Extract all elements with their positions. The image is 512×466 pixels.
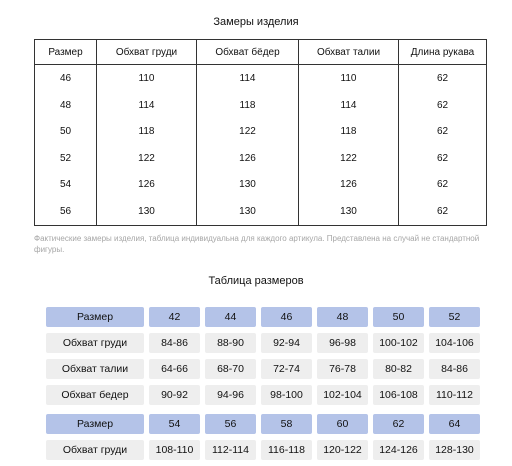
table-cell: 62: [399, 65, 487, 92]
size-row-label: Обхват бедер: [46, 385, 144, 405]
size-row: [46, 385, 488, 405]
size-cell: 64-66: [149, 359, 200, 379]
table-cell: 126: [97, 172, 197, 199]
header-size: Размер: [35, 40, 97, 65]
size-cell: 112-114: [205, 440, 256, 460]
size-cell: 84-86: [429, 359, 480, 379]
size-cell: 98-100: [261, 385, 312, 405]
table-cell: 130: [299, 198, 399, 225]
table-cell: 114: [197, 65, 299, 92]
size-cell: 58: [261, 414, 312, 434]
size-cell: 96-98: [317, 333, 368, 353]
size-cell: 46: [261, 307, 312, 327]
table-cell: 110: [97, 65, 197, 92]
table-row: [35, 92, 487, 119]
size-row-label: Обхват груди: [46, 333, 144, 353]
size-cell: 106-108: [373, 385, 424, 405]
table-row: [35, 65, 487, 92]
table-cell: 62: [399, 172, 487, 199]
table-cell: 118: [97, 118, 197, 145]
size-row-label: Обхват талии: [46, 359, 144, 379]
size-row-label: Размер: [46, 307, 144, 327]
size-row: [46, 359, 488, 379]
size-cell: 124-126: [373, 440, 424, 460]
header-chest: Обхват груди: [97, 40, 197, 65]
table-cell: 114: [299, 92, 399, 119]
table-cell: 130: [197, 198, 299, 225]
table-cell: 52: [35, 145, 97, 172]
header-sleeve: Длина рукава: [399, 40, 487, 65]
table-row: [35, 172, 487, 199]
table-cell: 62: [399, 145, 487, 172]
table-cell: 46: [35, 65, 97, 92]
table-cell: 126: [299, 172, 399, 199]
table-cell: 110: [299, 65, 399, 92]
table-row: [35, 145, 487, 172]
size-row: [46, 440, 488, 460]
size-cell: 54: [149, 414, 200, 434]
size-cell: 80-82: [373, 359, 424, 379]
table-cell: 130: [97, 198, 197, 225]
table-cell: 118: [299, 118, 399, 145]
table-cell: 122: [197, 118, 299, 145]
table-header-row: [35, 40, 487, 65]
table-cell: 48: [35, 92, 97, 119]
size-row-label: Размер: [46, 414, 144, 434]
size-cell: 110-112: [429, 385, 480, 405]
size-cell: 60: [317, 414, 368, 434]
size-header-row: [46, 307, 488, 327]
size-cell: 72-74: [261, 359, 312, 379]
size-cell: 94-96: [205, 385, 256, 405]
size-cell: 50: [373, 307, 424, 327]
table-cell: 62: [399, 92, 487, 119]
size-cell: 68-70: [205, 359, 256, 379]
size-cell: 116-118: [261, 440, 312, 460]
size-cell: 102-104: [317, 385, 368, 405]
table-cell: 62: [399, 118, 487, 145]
size-cell: 64: [429, 414, 480, 434]
header-waist: Обхват талии: [299, 40, 399, 65]
measurements-title: Замеры изделия: [213, 16, 299, 28]
table-cell: 56: [35, 198, 97, 225]
size-row-label: Обхват груди: [46, 440, 144, 460]
table-cell: 118: [197, 92, 299, 119]
table-cell: 122: [299, 145, 399, 172]
size-cell: 84-86: [149, 333, 200, 353]
size-table-title: Таблица размеров: [208, 275, 304, 287]
table-cell: 50: [35, 118, 97, 145]
size-cell: 100-102: [373, 333, 424, 353]
size-grid: [46, 307, 488, 466]
size-cell: 104-106: [429, 333, 480, 353]
size-cell: 44: [205, 307, 256, 327]
measurements-note: Фактические замеры изделия, таблица индивидуальна для каждого артикула. Представлена на случай не стандартной фигуры.: [34, 234, 480, 254]
table-cell: 122: [97, 145, 197, 172]
size-cell: 62: [373, 414, 424, 434]
table-row: [35, 118, 487, 145]
size-cell: 120-122: [317, 440, 368, 460]
size-cell: 90-92: [149, 385, 200, 405]
table-cell: 114: [97, 92, 197, 119]
size-cell: 92-94: [261, 333, 312, 353]
header-hips: Обхват бёдер: [197, 40, 299, 65]
table-cell: 62: [399, 198, 487, 225]
size-row: [46, 333, 488, 353]
size-cell: 128-130: [429, 440, 480, 460]
table-cell: 54: [35, 172, 97, 199]
table-cell: 126: [197, 145, 299, 172]
size-cell: 48: [317, 307, 368, 327]
size-cell: 76-78: [317, 359, 368, 379]
size-cell: 108-110: [149, 440, 200, 460]
size-header-row: [46, 414, 488, 434]
table-cell: 130: [197, 172, 299, 199]
size-cell: 42: [149, 307, 200, 327]
size-cell: 52: [429, 307, 480, 327]
measurements-table: [34, 39, 487, 226]
size-cell: 88-90: [205, 333, 256, 353]
table-row: [35, 198, 487, 225]
size-cell: 56: [205, 414, 256, 434]
